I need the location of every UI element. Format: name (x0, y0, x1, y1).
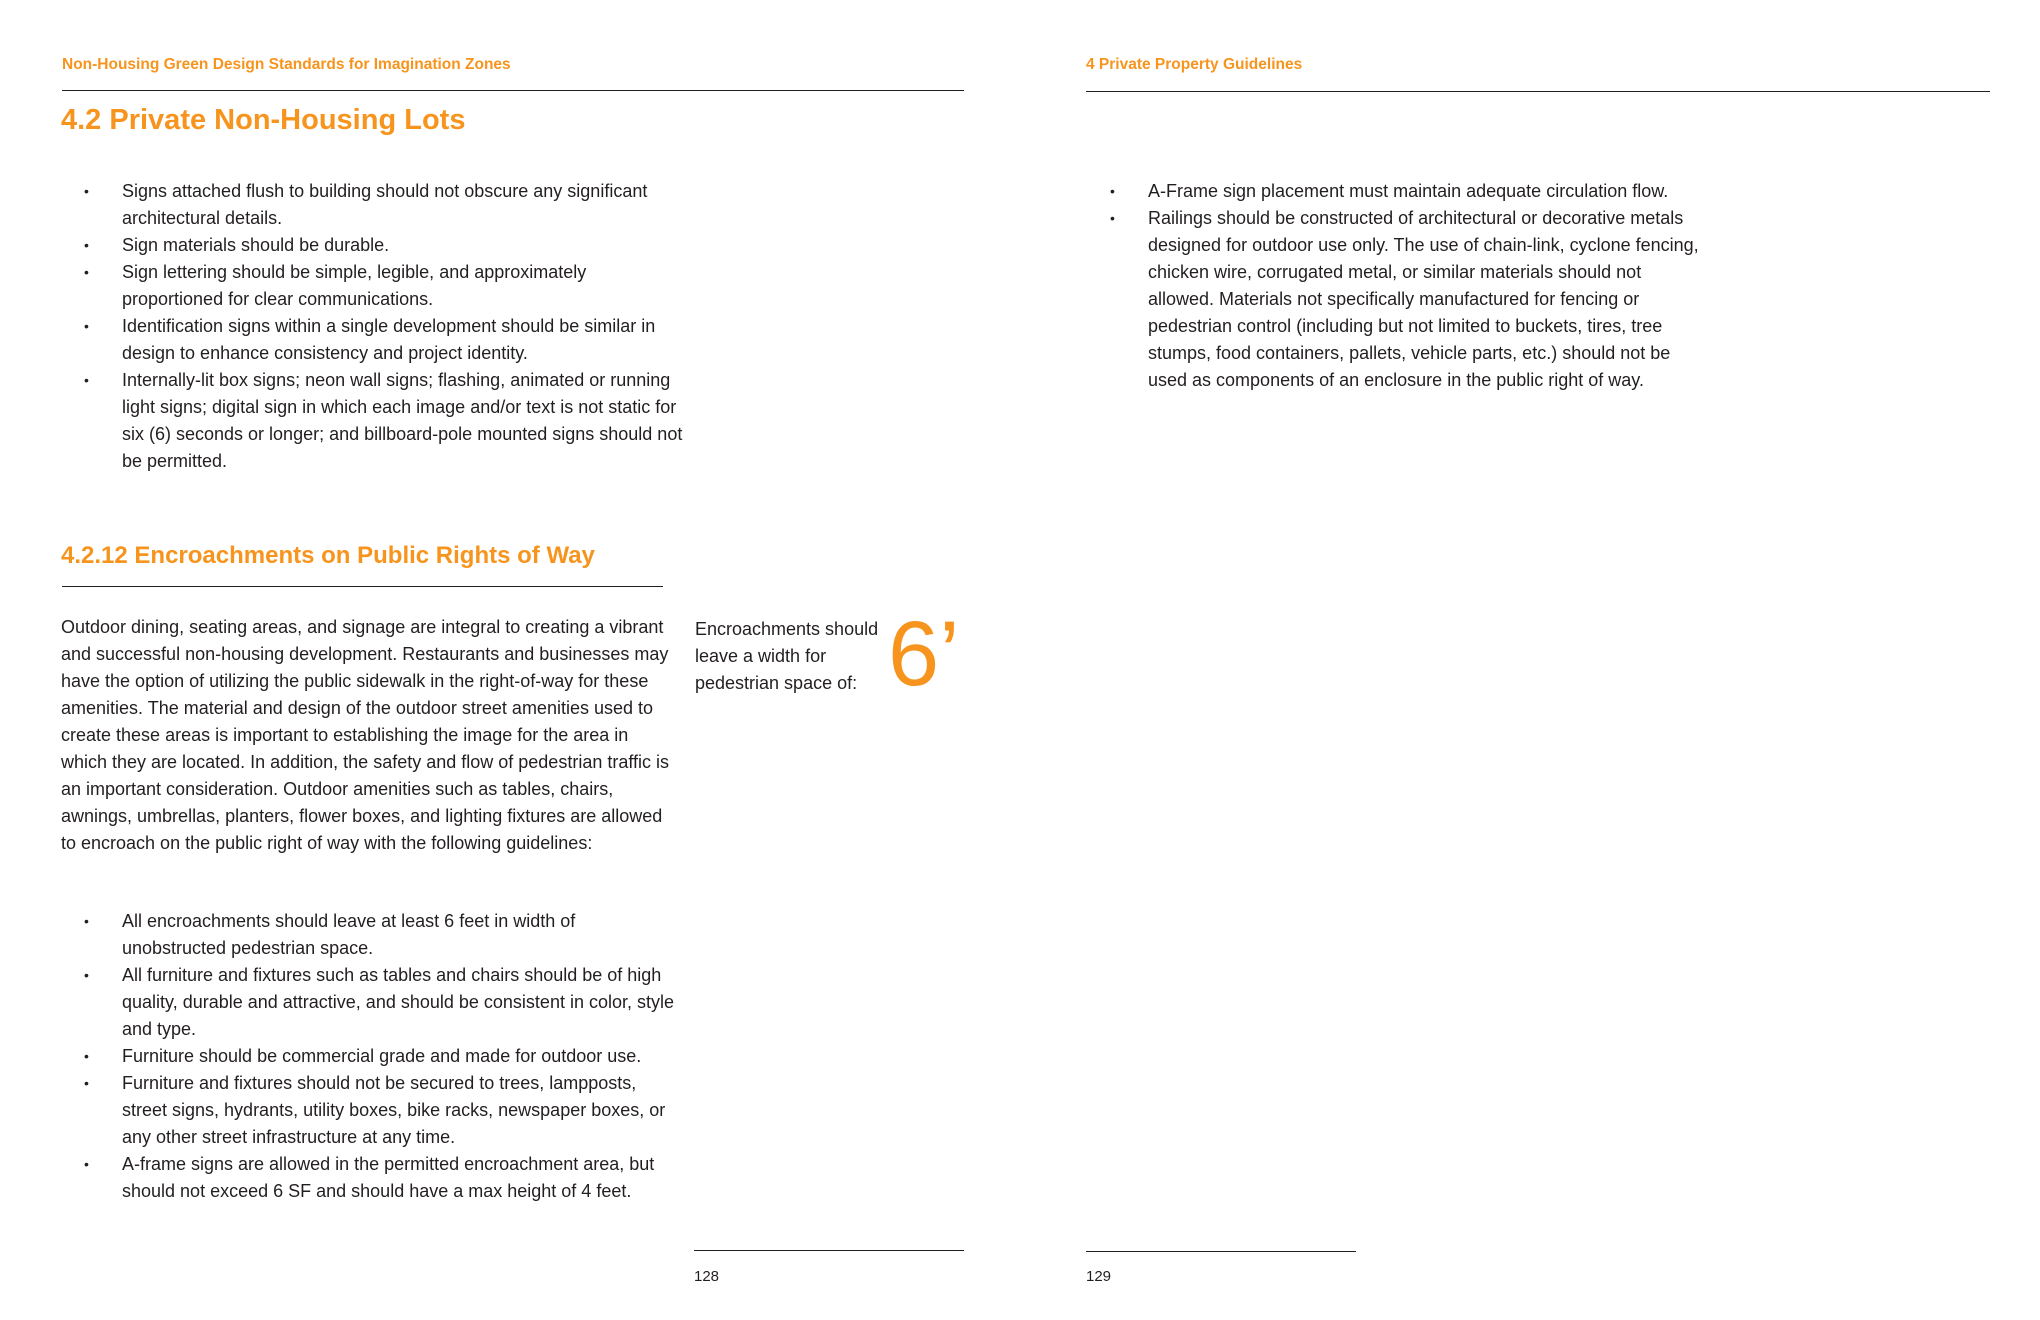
list-item: • Railings should be constructed of architectural or decorative metals designed for outdoor use only. The use of chain-link, cyclone fencing, chicken wire, corrugated metal, or similar materials should not allowed. Materials not specifically manufactured for fencing or pedestrian control (including but not limited to buckets, tires, tree stumps, food containers, pallets, vehicle parts, etc.) should not be used as components of an enclosure in the public right of way. (1110, 205, 1710, 394)
callout-text: Encroachments should leave a width for pedestrian space of: (695, 619, 879, 693)
intro-paragraph: Outdoor dining, seating areas, and signage are integral to creating a vibrant and successful non-housing development. Restaurants and businesses may have the option of utilizing the public sidewalk in the right-of-way for these amenities. The material and design of the outdoor street amenities used to create these areas is important to establishing the image for the area in which they are located. In addition, the safety and flow of pedestrian traffic is an important consideration. Outdoor amenities such as tables, chairs, awnings, umbrellas, planters, flower boxes, and lighting fixtures are allowed to encroach on the public right of way with the following guidelines: (61, 617, 670, 853)
list-item: • A-Frame sign placement must maintain adequate circulation flow. (1110, 178, 1710, 205)
subsection-title: 4.2.12 Encroachments on Public Rights of Way (61, 542, 595, 569)
list-item: • Furniture and fixtures should not be secured to trees, lampposts, street signs, hydrants, utility boxes, bike racks, newspaper boxes, or any other street infrastructure at any time. (84, 1070, 674, 1151)
encroachment-guidelines-list (84, 908, 674, 1205)
footer-rule-left (694, 1250, 964, 1251)
list-item: • All encroachments should leave at least 6 feet in width of unobstructed pedestrian space. (84, 908, 674, 962)
right-page (1020, 0, 2040, 1320)
sign-guidelines-list (84, 178, 684, 475)
list-item: • Internally-lit box signs; neon wall signs; flashing, animated or running light signs; digital sign in which each image and/or text is not static for six (6) seconds or longer; and billboard-pole mounted signs should not be permitted. (84, 367, 684, 475)
running-head-left: Non-Housing Green Design Standards for Imagination Zones (62, 56, 511, 73)
list-item: • Identification signs within a single development should be similar in design to enhance consistency and project identity. (84, 313, 684, 367)
list-item: • Sign lettering should be simple, legible, and approximately proportioned for clear communications. (84, 259, 684, 313)
list-item: • Sign materials should be durable. (84, 232, 684, 259)
railing-guidelines-list (1110, 178, 1710, 394)
list-item: • Signs attached flush to building should not obscure any significant architectural details. (84, 178, 684, 232)
list-item: • Furniture should be commercial grade and made for outdoor use. (84, 1043, 674, 1070)
header-rule-left (62, 90, 964, 91)
running-head-right: 4 Private Property Guidelines (1086, 56, 1303, 73)
list-item: • All furniture and fixtures such as tables and chairs should be of high quality, durable and attractive, and should be consistent in color, style and type. (84, 962, 674, 1043)
footer-rule-right (1086, 1251, 1356, 1252)
list-item: • A-frame signs are allowed in the permitted encroachment area, but should not exceed 6 SF and should have a max height of 4 feet. (84, 1151, 674, 1205)
page-number: 129 (1086, 1268, 1112, 1285)
callout-value: 6’ (888, 603, 960, 705)
header-rule-right (1086, 91, 1990, 92)
section-title: 4.2 Private Non-Housing Lots (61, 104, 466, 136)
subsection-rule (62, 586, 663, 587)
page-number: 128 (694, 1268, 720, 1285)
